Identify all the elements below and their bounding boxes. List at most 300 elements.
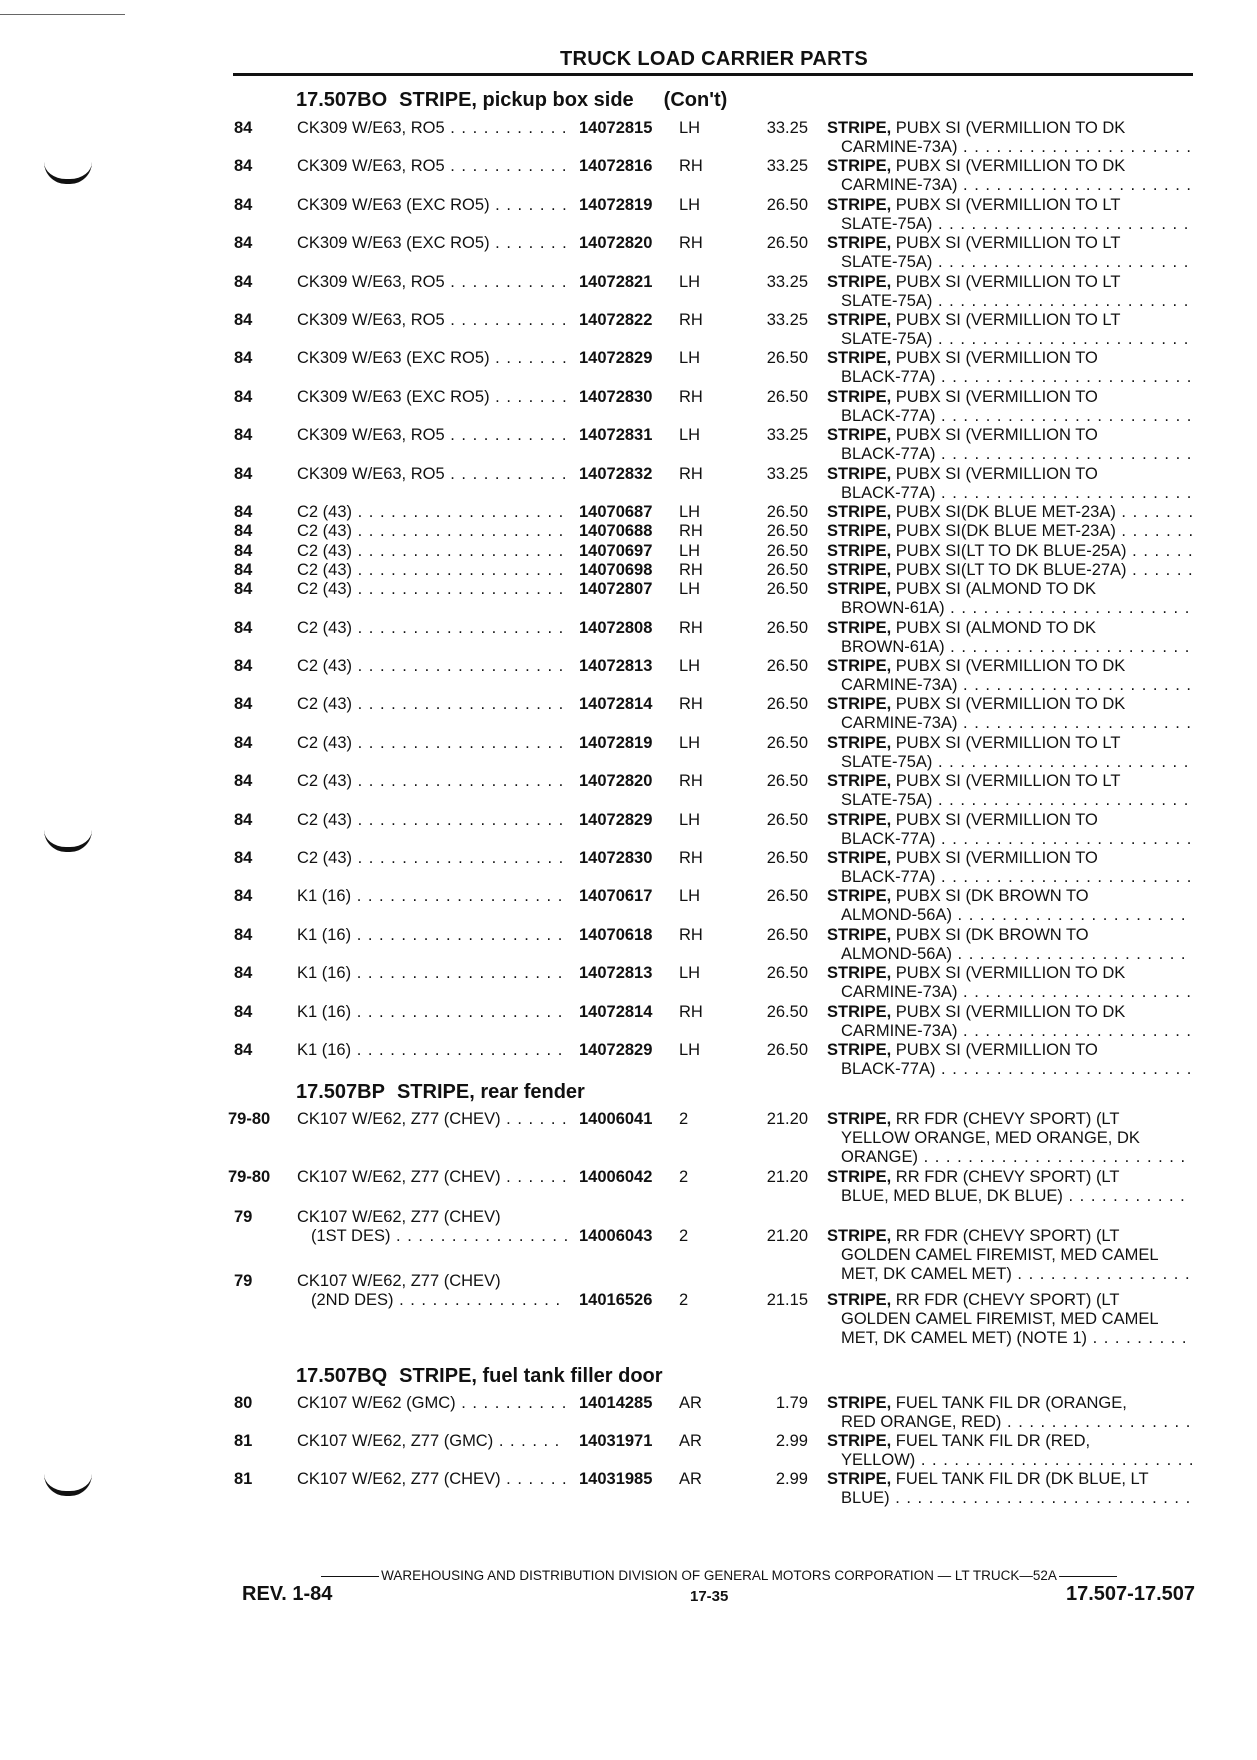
description-text: PUBX SI (VERMILLION TO DK	[895, 119, 1126, 137]
description-text: PUBX SI (ALMOND TO DK	[895, 618, 1096, 637]
title-rule	[233, 73, 1193, 76]
model-applicability	[297, 234, 567, 253]
quantity: LH	[679, 195, 701, 214]
table-row	[0, 1470, 1257, 1506]
description-line	[827, 1110, 1192, 1129]
model-applicability	[297, 580, 567, 599]
price: 26.50	[766, 560, 808, 579]
section-number: 17.507BO	[296, 89, 388, 111]
table-row	[0, 311, 1257, 347]
description-text: FUEL TANK FIL DR (DK BLUE, LT	[895, 1470, 1149, 1488]
price: 26.50	[766, 349, 808, 368]
figure-number: 84	[234, 695, 253, 714]
model-applicability	[297, 542, 567, 561]
description-keyword: STRIPE,	[827, 849, 892, 867]
model-applicability	[297, 1432, 567, 1451]
description-keyword: STRIPE,	[827, 1432, 892, 1450]
model-applicability	[297, 1272, 567, 1310]
part-number: 14072813	[575, 964, 675, 983]
quantity: AR	[679, 1432, 702, 1450]
price: 2.99	[775, 1432, 808, 1450]
description-text: PUBX SI (VERMILLION TO	[895, 387, 1098, 406]
quantity: LH	[679, 541, 701, 560]
description-line	[827, 619, 1192, 638]
model-applicability	[297, 695, 567, 714]
figure-number: 84	[234, 925, 253, 944]
description-keyword: STRIPE,	[827, 618, 892, 637]
model-applicability	[297, 349, 567, 368]
description-line: SLATE-75A) . . .	[827, 330, 1192, 349]
model-applicability	[297, 1168, 567, 1187]
description-keyword: STRIPE,	[827, 733, 892, 752]
part-description	[827, 311, 1192, 349]
description-line	[827, 542, 1192, 561]
quantity: LH	[679, 503, 701, 521]
description-keyword: STRIPE,	[827, 195, 892, 214]
model-text: K1 (16)	[297, 925, 352, 944]
model-text: CK107 W/E62, Z77 (CHEV)	[297, 1168, 501, 1186]
quantity: LH	[679, 887, 701, 906]
model-text: C2 (43)	[297, 541, 353, 560]
description-text: PUBX SI (VERMILLION TO LT	[895, 234, 1121, 253]
description-keyword: STRIPE,	[827, 522, 892, 541]
quantity: RH	[679, 234, 703, 253]
table-row	[0, 964, 1257, 1000]
price: 26.50	[766, 195, 808, 214]
description-text: PUBX SI(DK BLUE MET-23A)	[895, 522, 1116, 541]
description-line: BROWN-61A) . . .	[827, 638, 1192, 657]
part-description	[827, 503, 1192, 522]
table-row	[0, 619, 1257, 655]
part-description	[827, 561, 1192, 580]
part-description	[827, 887, 1192, 925]
price: 1.79	[775, 1394, 808, 1412]
quantity: RH	[679, 387, 703, 406]
description-text: PUBX SI(LT TO DK BLUE-25A)	[895, 541, 1127, 560]
table-row	[0, 465, 1257, 501]
part-description	[827, 542, 1192, 561]
part-number: 14072821	[575, 273, 675, 292]
part-number: 14072832	[575, 465, 675, 484]
model-applicability	[297, 657, 567, 676]
description-line: BROWN-61A) . . .	[827, 599, 1192, 618]
description-keyword: STRIPE,	[827, 387, 892, 406]
model-text: C2 (43)	[297, 657, 353, 675]
model-text: CK107 W/E62, Z77 (GMC)	[297, 1432, 494, 1450]
description-line	[827, 234, 1192, 253]
description-line	[827, 349, 1192, 368]
price: 26.50	[766, 1002, 808, 1021]
part-number: 14072830	[575, 388, 675, 407]
description-line	[827, 1041, 1192, 1060]
description-line: BLACK-77A) . . .	[827, 484, 1192, 503]
description-keyword: STRIPE,	[827, 119, 892, 137]
part-description	[827, 1110, 1192, 1167]
description-line: SLATE-75A) . . .	[827, 791, 1192, 810]
description-text: PUBX SI (VERMILLION TO	[895, 810, 1098, 829]
model-applicability	[297, 503, 567, 522]
table-row	[0, 349, 1257, 385]
part-number: 14072819	[575, 734, 675, 753]
figure-number: 84	[234, 580, 253, 599]
model-text: C2 (43)	[297, 810, 353, 829]
figure-number: 84	[234, 503, 253, 521]
part-number: 14031971	[575, 1432, 675, 1451]
description-keyword: STRIPE,	[827, 1002, 892, 1021]
model-text: C2 (43)	[297, 695, 353, 714]
part-number: 14072807	[575, 580, 675, 599]
table-row	[0, 1003, 1257, 1039]
model-applicability	[297, 388, 567, 407]
description-line	[827, 887, 1192, 906]
part-number: 14070698	[575, 561, 675, 580]
model-applicability	[297, 887, 567, 906]
price: 26.50	[766, 695, 808, 714]
description-keyword: STRIPE,	[827, 426, 892, 445]
table-row	[0, 426, 1257, 462]
model-applicability	[297, 619, 567, 638]
table-row	[0, 1208, 1257, 1283]
model-text: CK309 W/E63, RO5	[297, 426, 445, 445]
model-design: (2ND DES) . . .	[297, 1291, 567, 1310]
table-row	[0, 657, 1257, 693]
description-keyword: STRIPE,	[827, 541, 892, 560]
description-line: CARMINE-73A) . . .	[827, 176, 1192, 195]
section-number: 17.507BP	[296, 1081, 385, 1103]
part-number: 14016526	[575, 1291, 675, 1310]
description-text: PUBX SI(DK BLUE MET-23A)	[895, 503, 1116, 521]
description-line: BLUE, MED BLUE, DK BLUE) . . .	[827, 1187, 1192, 1206]
figure-number: 84	[234, 733, 253, 752]
model-applicability	[297, 1110, 567, 1129]
price: 26.50	[766, 849, 808, 867]
part-description	[827, 1168, 1192, 1206]
quantity: LH	[679, 733, 701, 752]
description-keyword: STRIPE,	[827, 772, 892, 791]
description-text: FUEL TANK FIL DR (ORANGE,	[895, 1394, 1127, 1412]
table-row	[0, 887, 1257, 923]
quantity: LH	[679, 657, 701, 675]
model-applicability	[297, 273, 567, 292]
table-row	[0, 772, 1257, 808]
table-row	[0, 580, 1257, 616]
description-line: BLACK-77A) . . .	[827, 830, 1192, 849]
part-number: 14072820	[575, 234, 675, 253]
model-applicability	[297, 811, 567, 830]
description-line	[827, 503, 1192, 522]
part-number: 14072829	[575, 349, 675, 368]
part-description	[827, 119, 1192, 157]
description-line: RED ORANGE, RED) . . .	[827, 1413, 1192, 1432]
part-description	[827, 1470, 1192, 1508]
model-text: C2 (43)	[297, 522, 353, 541]
description-line: YELLOW) . . .	[827, 1451, 1192, 1470]
description-keyword: STRIPE,	[827, 272, 892, 291]
description-line: SLATE-75A) . . .	[827, 215, 1192, 234]
description-text: RR FDR (CHEVY SPORT) (LT	[895, 1227, 1120, 1245]
model-applicability	[297, 1003, 567, 1022]
part-number: 14072815	[575, 119, 675, 138]
model-applicability	[297, 119, 567, 138]
description-line: CARMINE-73A) . . .	[827, 983, 1192, 1002]
figure-number: 84	[234, 522, 253, 541]
part-description	[827, 1291, 1192, 1348]
model-text: K1 (16)	[297, 964, 352, 983]
description-text: PUBX SI (VERMILLION TO LT	[895, 272, 1121, 291]
part-number: 14072808	[575, 619, 675, 638]
figure-number: 84	[234, 1002, 253, 1021]
price: 26.50	[766, 733, 808, 752]
model-text: K1 (16)	[297, 887, 352, 906]
part-number: 14072831	[575, 426, 675, 445]
quantity: RH	[679, 311, 703, 329]
description-line: ALMOND-56A) . . .	[827, 945, 1192, 964]
model-applicability	[297, 926, 567, 945]
description-keyword: STRIPE,	[827, 1168, 892, 1186]
description-keyword: STRIPE,	[827, 1291, 892, 1309]
part-number: 14006042	[575, 1168, 675, 1187]
description-line	[827, 522, 1192, 541]
part-description	[827, 1003, 1192, 1041]
model-text: CK309 W/E63 (EXC RO5)	[297, 387, 490, 406]
model-text: CK107 W/E62, Z77 (CHEV)	[297, 1272, 501, 1290]
figure-number: 84	[234, 157, 253, 176]
description-keyword: STRIPE,	[827, 657, 892, 675]
part-description	[827, 196, 1192, 234]
description-text: PUBX SI (ALMOND TO DK	[895, 580, 1096, 599]
part-description	[827, 580, 1192, 618]
description-text: PUBX SI (DK BROWN TO	[895, 925, 1089, 944]
description-keyword: STRIPE,	[827, 464, 892, 483]
part-number: 14070687	[575, 503, 675, 522]
description-text: PUBX SI (VERMILLION TO	[895, 426, 1098, 445]
description-line: BLACK-77A) . . .	[827, 368, 1192, 387]
description-line	[827, 964, 1192, 983]
part-description	[827, 619, 1192, 657]
description-text: PUBX SI(LT TO DK BLUE-27A)	[895, 560, 1127, 579]
description-line	[827, 580, 1192, 599]
description-line	[827, 157, 1192, 176]
quantity: 2	[679, 1168, 689, 1186]
part-number: 14072829	[575, 1041, 675, 1060]
figure-number: 84	[234, 810, 253, 829]
description-line: CARMINE-73A) . . .	[827, 714, 1192, 733]
description-text: PUBX SI (VERMILLION TO	[895, 349, 1098, 368]
scan-edge-rule	[0, 14, 125, 15]
table-row	[0, 1432, 1257, 1468]
model-text: CK309 W/E63 (EXC RO5)	[297, 234, 490, 253]
quantity: RH	[679, 560, 703, 579]
description-line: GOLDEN CAMEL FIREMIST, MED CAMEL	[841, 1246, 1159, 1264]
description-text: PUBX SI (VERMILLION TO LT	[895, 311, 1121, 329]
table-row	[0, 119, 1257, 155]
table-row	[0, 1110, 1257, 1166]
table-row	[0, 234, 1257, 270]
figure-number: 84	[234, 618, 253, 637]
part-description	[827, 157, 1192, 195]
price: 33.25	[766, 157, 808, 176]
section-name: STRIPE, fuel tank filler door	[399, 1365, 663, 1387]
footer-page-number: 17-35	[690, 1588, 729, 1605]
part-number: 14072819	[575, 196, 675, 215]
quantity: LH	[679, 964, 701, 983]
footer-division: WAREHOUSING AND DISTRIBUTION DIVISION OF GENERAL MOTORS CORPORATION — LT TRUCK—52A	[242, 1568, 1196, 1583]
price: 26.50	[766, 580, 808, 599]
table-row	[0, 849, 1257, 885]
price: 26.50	[766, 1041, 808, 1059]
description-line	[827, 426, 1192, 445]
part-description	[827, 811, 1192, 849]
figure-number: 84	[234, 272, 253, 291]
description-text: RR FDR (CHEVY SPORT) (LT	[895, 1291, 1120, 1309]
footer-section-range: 17.507-17.507	[1065, 1583, 1195, 1605]
part-description	[827, 273, 1192, 311]
figure-number: 81	[234, 1470, 253, 1488]
model-applicability	[297, 849, 567, 868]
description-line	[827, 388, 1192, 407]
price: 26.50	[766, 810, 808, 829]
model-text: CK107 W/E62, Z77 (CHEV)	[297, 1110, 501, 1128]
part-description	[827, 426, 1192, 464]
description-text: PUBX SI (VERMILLION TO DK	[895, 695, 1126, 714]
description-text: PUBX SI (VERMILLION TO LT	[895, 772, 1121, 791]
price: 26.50	[766, 657, 808, 675]
table-row	[0, 695, 1257, 731]
part-description	[827, 772, 1192, 810]
quantity: LH	[679, 810, 701, 829]
price: 26.50	[766, 925, 808, 944]
description-line: BLUE) . . .	[827, 1489, 1192, 1508]
model-applicability	[297, 772, 567, 791]
description-keyword: STRIPE,	[827, 503, 892, 521]
quantity: RH	[679, 772, 703, 791]
part-number: 14070697	[575, 542, 675, 561]
part-description	[827, 1041, 1192, 1079]
figure-number: 84	[234, 387, 253, 406]
table-row	[0, 388, 1257, 424]
quantity: RH	[679, 157, 703, 176]
table-row	[0, 1394, 1257, 1430]
description-line: BLACK-77A) . . .	[827, 445, 1192, 464]
description-line	[827, 119, 1192, 138]
description-line: YELLOW ORANGE, MED ORANGE, DK	[841, 1129, 1140, 1147]
description-line: GOLDEN CAMEL FIREMIST, MED CAMEL	[841, 1310, 1159, 1328]
model-text: CK107 W/E62, Z77 (CHEV)	[297, 1470, 501, 1488]
quantity: AR	[679, 1470, 702, 1488]
description-keyword: STRIPE,	[827, 311, 892, 329]
model-applicability	[297, 465, 567, 484]
quantity: RH	[679, 618, 703, 637]
section-name: STRIPE, pickup box side	[399, 89, 634, 111]
description-line	[827, 695, 1192, 714]
figure-number: 84	[234, 964, 253, 983]
figure-number: 84	[234, 119, 253, 137]
table-row	[0, 157, 1257, 193]
figure-number: 84	[234, 541, 253, 560]
price: 21.20	[766, 1168, 808, 1186]
description-line: MET, DK CAMEL MET) (NOTE 1) . . .	[827, 1329, 1192, 1348]
model-applicability	[297, 196, 567, 215]
figure-number: 81	[234, 1432, 253, 1450]
table-row	[0, 196, 1257, 232]
description-keyword: STRIPE,	[827, 560, 892, 579]
price: 26.50	[766, 522, 808, 541]
table-row	[0, 1041, 1257, 1077]
model-text: CK309 W/E63 (EXC RO5)	[297, 349, 490, 368]
model-text: CK107 W/E62, Z77 (CHEV)	[297, 1208, 501, 1226]
description-keyword: STRIPE,	[827, 1041, 892, 1059]
part-number: 14014285	[575, 1394, 675, 1413]
price: 21.20	[766, 1110, 808, 1128]
model-applicability	[297, 561, 567, 580]
description-keyword: STRIPE,	[827, 1470, 892, 1488]
description-line: BLACK-77A) . . .	[827, 1060, 1192, 1079]
quantity: 2	[679, 1291, 689, 1309]
figure-number: 79-80	[228, 1168, 271, 1186]
price: 26.50	[766, 503, 808, 521]
description-text: PUBX SI (VERMILLION TO LT	[895, 195, 1121, 214]
price: 33.25	[766, 119, 808, 137]
description-keyword: STRIPE,	[827, 964, 892, 983]
description-text: PUBX SI (VERMILLION TO DK	[895, 657, 1126, 675]
description-text: PUBX SI (VERMILLION TO LT	[895, 733, 1121, 752]
model-text: C2 (43)	[297, 503, 353, 521]
part-number: 14006043	[575, 1227, 675, 1246]
part-description	[827, 1432, 1192, 1470]
description-keyword: STRIPE,	[827, 887, 892, 906]
description-line	[827, 465, 1192, 484]
description-line	[827, 1227, 1192, 1246]
description-line: BLACK-77A) . . .	[827, 868, 1192, 887]
price: 26.50	[766, 772, 808, 791]
description-line	[827, 1394, 1192, 1413]
figure-number: 80	[234, 1394, 253, 1412]
description-line	[827, 273, 1192, 292]
model-text: K1 (16)	[297, 1041, 352, 1059]
part-description	[827, 926, 1192, 964]
model-text: C2 (43)	[297, 560, 353, 579]
section-heading-bp	[296, 1081, 585, 1104]
description-text: PUBX SI (VERMILLION TO	[895, 849, 1098, 867]
quantity: RH	[679, 1002, 703, 1021]
footer-revision: REV. 1-84	[242, 1583, 333, 1605]
figure-number: 79	[234, 1272, 253, 1290]
part-number: 14072816	[575, 157, 675, 176]
part-description	[827, 734, 1192, 772]
description-text: PUBX SI (VERMILLION TO DK	[895, 1002, 1126, 1021]
description-keyword: STRIPE,	[827, 1227, 892, 1245]
model-text: CK309 W/E63, RO5	[297, 464, 445, 483]
description-line: SLATE-75A) . . .	[827, 753, 1192, 772]
table-row	[0, 273, 1257, 309]
figure-number: 84	[234, 849, 253, 867]
model-text: CK309 W/E63, RO5	[297, 272, 445, 291]
part-number: 14070617	[575, 887, 675, 906]
quantity: RH	[679, 695, 703, 714]
description-text: RR FDR (CHEVY SPORT) (LT	[895, 1168, 1120, 1186]
description-line: SLATE-75A) . . .	[827, 292, 1192, 311]
model-applicability	[297, 311, 567, 330]
description-line	[827, 1470, 1192, 1489]
model-text: C2 (43)	[297, 849, 353, 867]
figure-number: 84	[234, 195, 253, 214]
part-number: 14070618	[575, 926, 675, 945]
model-text: CK309 W/E63, RO5	[297, 119, 445, 137]
quantity: AR	[679, 1394, 702, 1412]
quantity: RH	[679, 925, 703, 944]
figure-number: 84	[234, 1041, 253, 1059]
price: 26.50	[766, 964, 808, 983]
